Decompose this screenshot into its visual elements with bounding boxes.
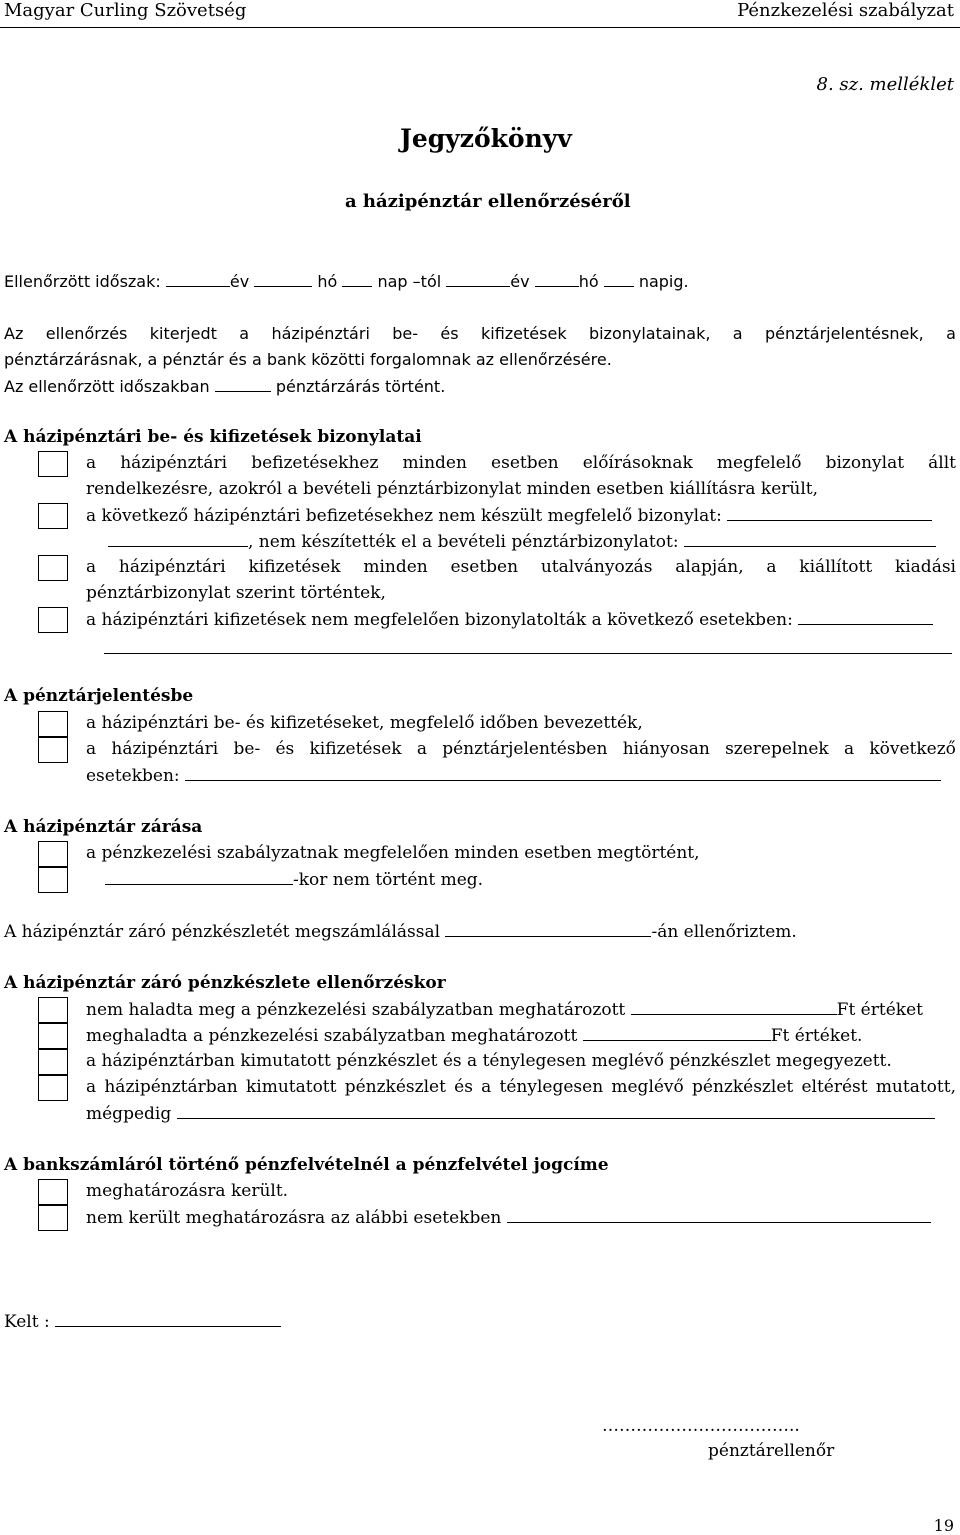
payments-item3-line2: pénztárbizonylat szerint történtek,	[86, 583, 386, 603]
balance-item1	[86, 999, 923, 1020]
kelt-blank[interactable]	[55, 1311, 281, 1327]
signature-dots: ……………………………..	[602, 1416, 800, 1436]
intro-line-1-word: a	[732, 324, 743, 343]
section-heading-receipts: A házipénztári be- és kifizetések bizonylatai	[4, 427, 422, 447]
receipts-missing-blank-1[interactable]	[727, 505, 932, 521]
closing-count-blank[interactable]	[215, 376, 271, 392]
receipts-item1-word: házipénztári	[120, 453, 228, 473]
report-item2-line2	[86, 765, 941, 786]
payments-item3-word: kiállított	[799, 557, 873, 577]
annex-label: 8. sz. melléklet	[816, 74, 954, 95]
intro-line-1-word: a	[239, 324, 250, 343]
closing-item2-text: -kor nem történt meg.	[293, 870, 484, 890]
day-from-label: nap –tól	[377, 272, 442, 291]
intro-line-1-word: Az	[4, 324, 24, 343]
month-blank-2[interactable]	[535, 271, 579, 287]
payments-item3-word: kiadási	[894, 557, 956, 577]
checkbox-balance-under[interactable]	[38, 997, 68, 1023]
page-title: Jegyzőkönyv	[400, 124, 572, 153]
header-right: Pénzkezelési szabályzat	[737, 0, 954, 21]
balance-item4-word: a	[481, 1077, 492, 1097]
payments-item3-word: minden	[363, 557, 428, 577]
checkbox-balance-match[interactable]	[38, 1049, 68, 1075]
balance-item4-word: ténylegesen	[499, 1077, 604, 1097]
year-label-1: év	[229, 272, 250, 291]
report-item2-line2-text: esetekben:	[86, 766, 180, 786]
intro-line-3-a: Az ellenőrzött időszakban	[4, 377, 210, 396]
page-number: 19	[933, 1516, 954, 1535]
balance-item3: a házipénztárban kimutatott pénzkészlet és a ténylegesen meglévő pénzkészlet megegyezett.	[86, 1051, 892, 1071]
balance-item2-a: meghaladta a pénzkezelési szabályzatban meghatározott	[86, 1026, 578, 1046]
balance-item1-b: Ft értéket	[836, 1000, 923, 1020]
checkbox-balance-over[interactable]	[38, 1023, 68, 1049]
checkbox-payments-ok[interactable]	[38, 555, 68, 581]
month-blank-1[interactable]	[254, 271, 312, 287]
intro-line-1-word: kifizetések	[480, 324, 567, 343]
balance-item4-word: és	[454, 1077, 473, 1097]
report-item2-word: hiányosan	[622, 739, 710, 759]
checkbox-closing-missed[interactable]	[38, 867, 68, 893]
checkbox-receipts-missing[interactable]	[38, 503, 68, 529]
balance-item4-word: pénzkészlet	[692, 1077, 794, 1097]
section-heading-withdrawal: A bankszámláról történő pénzfelvételnél a pénzfelvétel jogcíme	[4, 1155, 609, 1175]
receipts-item1-line1	[86, 453, 956, 473]
intro-line-1-word: be-	[392, 324, 419, 343]
balance-over-blank[interactable]	[583, 1025, 771, 1041]
receipts-item1-word: állt	[928, 453, 956, 473]
withdrawal-item2-text: nem került meghatározásra az alábbi esetekben	[86, 1208, 502, 1228]
count-date-blank[interactable]	[445, 921, 651, 937]
report-item2-word: kifizetések	[309, 739, 402, 759]
report-item1: a házipénztári be- és kifizetéseket, megfelelő időben bevezették,	[86, 713, 643, 733]
balance-item4-word: pénzkészlet	[344, 1077, 446, 1097]
checkbox-balance-diff[interactable]	[38, 1075, 68, 1101]
payments-bad-blank-1[interactable]	[798, 609, 933, 625]
intro-line-1-word: ellenőrzés	[45, 324, 128, 343]
intro-line-1-word: és	[440, 324, 459, 343]
payments-item3-word: kifizetések	[248, 557, 341, 577]
header-rule	[0, 27, 960, 28]
report-item2-word: a	[843, 739, 855, 759]
receipts-item1-word: a	[86, 453, 97, 473]
payments-item4-text: a házipénztári kifizetések nem megfelelően bizonylatolták a következő esetekben:	[86, 610, 793, 630]
balance-item4-word: a	[86, 1077, 97, 1097]
signature-label: pénztárellenőr	[708, 1441, 835, 1461]
day-blank-1[interactable]	[342, 271, 372, 287]
intro-line-2: pénztárzárásnak, a pénztár és a bank közötti forgalomnak az ellenőrzésére.	[4, 350, 612, 369]
report-item2-line1	[86, 739, 956, 759]
intro-line-3-b: pénztárzárás történt.	[275, 377, 446, 396]
balance-under-blank[interactable]	[631, 999, 837, 1015]
payments-bad-blank-2[interactable]	[104, 653, 952, 654]
receipts-item2-line2-text: , nem készítették el a bevételi pénztárbizonylatot:	[248, 532, 679, 552]
balance-item4-line2	[86, 1103, 935, 1124]
checkbox-receipts-ok[interactable]	[38, 451, 68, 477]
balance-item4-line2-text: mégpedig	[86, 1104, 172, 1124]
balance-item2-b: Ft értéket.	[770, 1026, 863, 1046]
receipts-item2-line2	[108, 531, 936, 552]
balance-item4-word: mutatott,	[875, 1077, 956, 1097]
payments-item3-word: házipénztári	[118, 557, 226, 577]
balance-item4-line1	[86, 1077, 956, 1097]
payments-item3-word: utalványozás	[540, 557, 653, 577]
report-item2-word: szerepelnek	[725, 739, 829, 759]
report-item2-word: a	[416, 739, 427, 759]
intro-line-1-word: bizonylatainak,	[588, 324, 711, 343]
receipts-missing-blank-3[interactable]	[684, 531, 936, 547]
kelt-label: Kelt :	[4, 1312, 50, 1332]
payments-item3-word: esetben	[450, 557, 519, 577]
section-heading-closing: A házipénztár zárása	[4, 817, 203, 837]
year-blank-1[interactable]	[166, 271, 230, 287]
withdrawal-missing-blank[interactable]	[507, 1207, 931, 1223]
balance-item4-word: házipénztárban	[104, 1077, 238, 1097]
count-line-b: -án ellenőriztem.	[651, 922, 797, 942]
intro-line-1	[4, 324, 956, 343]
receipts-item1-word: bizonylat	[825, 453, 905, 473]
checkbox-report-incomplete[interactable]	[38, 737, 68, 763]
month-label-1: hó	[317, 272, 338, 291]
period-line	[4, 271, 689, 291]
intro-line-1-word: házipénztári	[271, 324, 370, 343]
day-to-label: napig.	[638, 272, 689, 291]
intro-line-1-word: kiterjedt	[149, 324, 217, 343]
period-label: Ellenőrzött időszak:	[4, 272, 161, 291]
balance-item1-a: nem haladta meg a pénzkezelési szabályzatban meghatározott	[86, 1000, 626, 1020]
checkbox-withdrawal-missing[interactable]	[38, 1205, 68, 1231]
closing-item1: a pénzkezelési szabályzatnak megfelelően minden esetben megtörtént,	[86, 843, 700, 863]
count-line	[4, 921, 797, 942]
payments-item3-word: alapján,	[675, 557, 744, 577]
receipts-missing-blank-2[interactable]	[108, 531, 248, 547]
receipts-item2-text: a következő házipénztári befizetésekhez nem készült megfelelő bizonylat:	[86, 506, 722, 526]
balance-item4-word: eltérést	[801, 1077, 868, 1097]
report-item2-word: következő	[869, 739, 956, 759]
payments-item3-line1	[86, 557, 956, 577]
section-heading-report: A pénztárjelentésbe	[4, 686, 194, 706]
kelt-line	[4, 1311, 281, 1332]
report-item2-word: a	[86, 739, 97, 759]
year-blank-2[interactable]	[446, 271, 510, 287]
section-heading-balance: A házipénztár záró pénzkészlete ellenőrzéskor	[4, 973, 446, 993]
receipts-item1-line2: rendelkezésre, azokról a bevételi pénztárbizonylat minden esetben kiállításra került,	[86, 479, 818, 499]
intro-line-1-word: a	[946, 324, 956, 343]
month-label-2: hó	[578, 272, 599, 291]
receipts-item1-word: befizetésekhez	[251, 453, 379, 473]
intro-line-3	[4, 376, 445, 396]
receipts-item2-line1	[86, 505, 932, 526]
count-line-a: A házipénztár záró pénzkészletét megszámlálással	[4, 922, 441, 942]
balance-item2	[86, 1025, 862, 1046]
checkbox-report-ok[interactable]	[38, 711, 68, 737]
balance-diff-blank[interactable]	[177, 1103, 935, 1119]
checkbox-closing-ok[interactable]	[38, 841, 68, 867]
year-label-2: év	[510, 272, 530, 291]
closing-missed-blank[interactable]	[105, 869, 293, 885]
page-subtitle: a házipénztár ellenőrzéséről	[345, 191, 631, 212]
payments-item4-line1	[86, 609, 933, 630]
payments-item3-word: a	[86, 557, 97, 577]
receipts-item1-word: megfelelő	[716, 453, 802, 473]
report-incomplete-blank[interactable]	[185, 765, 941, 781]
receipts-item1-word: előírásoknak	[582, 453, 693, 473]
receipts-item1-word: esetben	[491, 453, 559, 473]
report-item2-word: pénztárjelentésben	[442, 739, 608, 759]
header-left: Magyar Curling Szövetség	[4, 0, 247, 21]
intro-line-1-word: pénztárjelentésnek,	[764, 324, 924, 343]
receipts-item1-word: minden	[402, 453, 467, 473]
checkbox-payments-bad[interactable]	[38, 607, 68, 633]
withdrawal-item2	[86, 1207, 931, 1228]
withdrawal-item1: meghatározásra került.	[86, 1181, 289, 1201]
report-item2-word: házipénztári	[111, 739, 219, 759]
payments-item3-word: a	[766, 557, 777, 577]
closing-item2	[105, 869, 483, 890]
balance-item4-word: meglévő	[611, 1077, 684, 1097]
day-blank-2[interactable]	[604, 271, 634, 287]
report-item2-word: és	[275, 739, 295, 759]
report-item2-word: be-	[233, 739, 261, 759]
checkbox-withdrawal-ok[interactable]	[38, 1179, 68, 1205]
balance-item4-word: kimutatott	[245, 1077, 337, 1097]
